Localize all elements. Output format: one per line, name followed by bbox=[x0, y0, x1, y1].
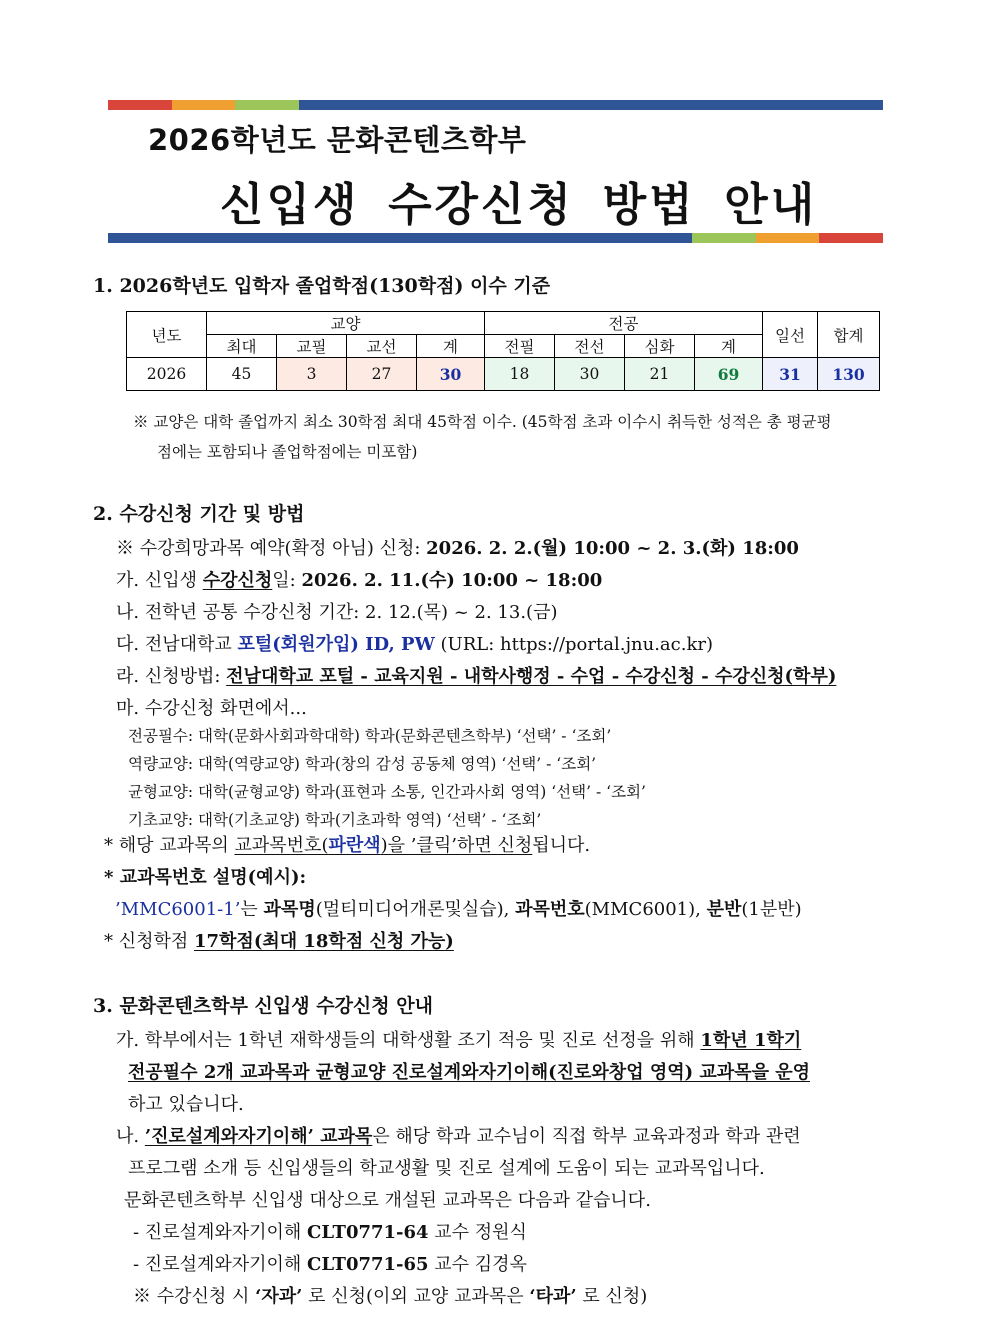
course-item: - 진로설계와자기이해 CLT0771-65 교수 김경옥 bbox=[133, 1254, 527, 1275]
table-cell: 30 bbox=[417, 358, 485, 391]
table-cell: 69 bbox=[695, 358, 763, 391]
category-line: 역량교양: 대학(역량교양) 학과(창의 감성 공동체 영역) ‘선택’ - ‘조회’ bbox=[128, 755, 597, 773]
th-sub: 계 bbox=[695, 335, 763, 358]
course-item: - 진로설계와자기이해 CLT0771-64 교수 정원식 bbox=[133, 1222, 527, 1243]
course-code-example: ’MMC6001-1’는 과목명(멀티미디어개론및실습), 과목번호(MMC6001), 분반(1분반) bbox=[115, 899, 802, 920]
th-total: 합계 bbox=[818, 312, 880, 358]
category-line: 전공필수: 대학(문화사회과학대학) 학과(문화콘텐츠학부) ‘선택’ - ‘조회’ bbox=[128, 727, 612, 745]
table-cell: 30 bbox=[555, 358, 625, 391]
click-note-line: * 해당 교과목의 교과목번호(파란색)을 ’클릭’하면 신청됩니다. bbox=[104, 835, 591, 856]
th-sub: 교필 bbox=[277, 335, 347, 358]
registration-note: ※ 수강신청 시 ‘자과’ 로 신청(이외 교양 교과목은 ‘타과’ 로 신청) bbox=[133, 1286, 648, 1307]
th-elective: 일선 bbox=[763, 312, 818, 358]
document-subtitle: 2026학년도 문화콘텐츠학부 bbox=[148, 123, 527, 157]
th-sub: 최대 bbox=[207, 335, 277, 358]
category-line: 기초교양: 대학(기초교양) 학과(기초과학 영역) ‘선택’ - ‘조회’ bbox=[128, 811, 542, 829]
credit-table bbox=[126, 311, 880, 391]
paragraph-line: 전공필수 2개 교과목과 균형교양 진로설계와자기이해(진로와창업 영역) 교과목을 운영 bbox=[128, 1062, 811, 1083]
note-line: 점에는 포함되나 졸업학점에는 미포함) bbox=[157, 443, 418, 461]
section-2-heading: 2. 수강신청 기간 및 방법 bbox=[93, 503, 305, 525]
th-major: 전공 bbox=[485, 312, 763, 335]
paragraph-line: 문화콘텐츠학부 신입생 대상으로 개설된 교과목은 다음과 같습니다. bbox=[124, 1190, 651, 1211]
paragraph-line: 프로그램 소개 등 신입생들의 학교생활 및 진로 설계에 도움이 되는 교과목입니다. bbox=[128, 1158, 765, 1179]
table-cell: 18 bbox=[485, 358, 555, 391]
paragraph-line: 가. 학부에서는 1학년 재학생들의 대학생활 조기 적응 및 진로 선정을 위해 1학년 1학기 bbox=[116, 1030, 802, 1051]
registration-date-line: 가. 신입생 수강신청일: 2026. 2. 11.(수) 10:00 ~ 18:00 bbox=[116, 570, 603, 591]
method-line: 라. 신청방법: 전남대학교 포털 - 교육지원 - 내학사행정 - 수업 - 수강신청 - 수강신청(학부) bbox=[116, 666, 837, 687]
document-title: 신입생 수강신청 방법 안내 bbox=[220, 178, 818, 231]
bottom-color-bar bbox=[108, 233, 883, 243]
table-cell: 130 bbox=[818, 358, 880, 391]
section-1-heading: 1. 2026학년도 입학자 졸업학점(130학점) 이수 기준 bbox=[93, 275, 551, 297]
paragraph-line: 나. ’진로설계와자기이해’ 교과목은 해당 학과 교수님이 직접 학부 교육과정과 학과 관련 bbox=[116, 1126, 801, 1147]
table-cell: 3 bbox=[277, 358, 347, 391]
reservation-line: ※ 수강희망과목 예약(확정 아님) 신청: 2026. 2. 2.(월) 10:00 ~ 2. 3.(화) 18:00 bbox=[116, 538, 799, 559]
paragraph-line: 하고 있습니다. bbox=[128, 1094, 244, 1115]
common-period-line: 나. 전학년 공통 수강신청 기간: 2. 12.(목) ~ 2. 13.(금) bbox=[116, 602, 558, 623]
category-line: 균형교양: 대학(균형교양) 학과(표현과 소통, 인간과사회 영역) ‘선택’ - ‘조회’ bbox=[128, 783, 646, 801]
th-sub: 전선 bbox=[555, 335, 625, 358]
course-code-heading: * 교과목번호 설명(예시): bbox=[104, 867, 307, 888]
table-cell: 31 bbox=[763, 358, 818, 391]
screen-line: 마. 수강신청 화면에서... bbox=[116, 698, 307, 719]
top-color-bar bbox=[108, 100, 883, 110]
th-year: 년도 bbox=[127, 312, 207, 358]
th-sub: 심화 bbox=[625, 335, 695, 358]
th-sub: 계 bbox=[417, 335, 485, 358]
table-cell: 21 bbox=[625, 358, 695, 391]
note-line: ※ 교양은 대학 졸업까지 최소 30학점 최대 45학점 이수. (45학점 초과 이수시 취득한 성적은 총 평균평 bbox=[133, 413, 832, 431]
th-sub: 교선 bbox=[347, 335, 417, 358]
table-cell: 45 bbox=[207, 358, 277, 391]
table-cell: 27 bbox=[347, 358, 417, 391]
table-cell: 2026 bbox=[127, 358, 207, 391]
th-sub: 전필 bbox=[485, 335, 555, 358]
credits-line: * 신청학점 17학점(최대 18학점 신청 가능) bbox=[104, 931, 454, 952]
section-3-heading: 3. 문화콘텐츠학부 신입생 수강신청 안내 bbox=[93, 995, 433, 1017]
th-liberal: 교양 bbox=[207, 312, 485, 335]
portal-line: 다. 전남대학교 포털(회원가입) ID, PW (URL: https://portal.jnu.ac.kr) bbox=[116, 634, 713, 655]
